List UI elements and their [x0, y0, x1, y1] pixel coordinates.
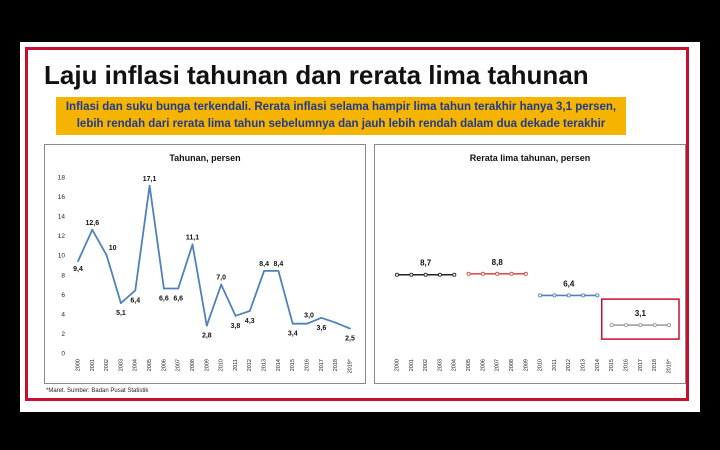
y-tick-label: 8 [61, 272, 65, 280]
average-point [438, 273, 441, 276]
x-tick-label: 2009 [204, 359, 211, 372]
x-tick-label: 2012 [566, 359, 573, 372]
average-label: 8,7 [420, 258, 432, 268]
x-tick-label: 2019* [666, 359, 673, 374]
average-point [510, 272, 513, 275]
x-tick-label: 2005 [466, 359, 473, 372]
x-tick-label: 2014 [594, 359, 601, 372]
average-point [596, 294, 599, 297]
average-point [582, 294, 585, 297]
y-tick-label: 16 [57, 194, 65, 202]
x-tick-label: 2002 [104, 359, 111, 372]
x-tick-label: 2003 [437, 359, 444, 372]
five-year-average-chart [375, 145, 685, 383]
data-point [163, 288, 165, 290]
summary-banner [56, 97, 626, 135]
x-tick-label: 2018 [652, 359, 659, 372]
x-tick-label: 2007 [175, 359, 182, 372]
y-tick-label: 18 [57, 174, 65, 182]
y-tick-label: 0 [61, 350, 65, 358]
x-tick-label: 2001 [408, 359, 415, 372]
data-label: 17,1 [142, 175, 157, 183]
annual-inflation-chart [45, 145, 365, 383]
x-tick-label: 2015 [609, 359, 616, 372]
data-point [134, 290, 136, 292]
annual-inflation-panel [44, 144, 366, 384]
y-tick-label: 10 [57, 252, 65, 260]
data-label: 3,4 [287, 330, 298, 338]
data-label: 11,1 [185, 234, 200, 242]
average-point [395, 273, 398, 276]
data-point [263, 270, 265, 272]
page-title: Laju inflasi tahunan dan rerata lima tahunan [44, 60, 589, 90]
data-point [206, 325, 208, 327]
y-tick-label: 2 [61, 330, 65, 338]
data-label: 12,6 [85, 219, 100, 227]
average-point [539, 294, 542, 297]
average-point [624, 324, 627, 327]
average-point [653, 324, 656, 327]
data-label: 4,3 [244, 317, 255, 325]
x-tick-label: 2008 [189, 359, 196, 372]
data-point [235, 315, 237, 317]
data-point [249, 310, 251, 312]
x-tick-label: 2006 [161, 359, 168, 372]
average-point [453, 273, 456, 276]
data-label: 2,8 [201, 332, 212, 340]
data-point [91, 229, 93, 231]
data-point [106, 254, 108, 256]
average-label: 3,1 [634, 309, 646, 319]
data-label: 7,0 [216, 274, 227, 282]
average-point [639, 324, 642, 327]
x-tick-label: 2011 [232, 359, 239, 371]
x-tick-label: 2006 [480, 359, 487, 372]
data-point [320, 317, 322, 319]
data-label: 3,0 [304, 312, 314, 320]
average-point [467, 272, 470, 275]
x-tick-label: 2007 [494, 359, 501, 372]
data-point [292, 323, 294, 325]
data-label: 2,5 [345, 335, 355, 343]
x-tick-label: 2017 [318, 359, 325, 372]
x-tick-label: 2001 [89, 359, 96, 372]
data-point [149, 185, 151, 187]
highlight-box [602, 299, 679, 339]
source-note: *Maret. Sumber: Badan Pusat Statistik [46, 388, 149, 394]
y-tick-label: 14 [57, 213, 65, 221]
y-tick-label: 6 [61, 291, 65, 299]
x-tick-label: 2000 [75, 359, 82, 372]
data-point [77, 260, 79, 262]
x-tick-label: 2016 [304, 359, 311, 372]
x-tick-label: 2004 [451, 359, 458, 372]
data-point [177, 288, 179, 290]
data-point [349, 328, 351, 330]
x-tick-label: 2010 [218, 359, 225, 372]
average-label: 6,4 [563, 279, 575, 289]
x-tick-label: 2000 [394, 359, 401, 372]
data-label: 6,6 [173, 295, 184, 303]
average-point [553, 294, 556, 297]
x-tick-label: 2009 [523, 359, 530, 372]
data-label: 3,6 [316, 324, 327, 332]
data-label: 9,4 [73, 266, 83, 274]
x-tick-label: 2013 [580, 359, 587, 372]
data-label: 3,8 [230, 322, 241, 330]
x-tick-label: 2008 [508, 359, 515, 372]
data-point [120, 302, 122, 304]
x-tick-label: 2016 [623, 359, 630, 372]
average-point [496, 272, 499, 275]
five-year-average-panel [374, 144, 686, 384]
average-point [610, 324, 613, 327]
series-line [78, 186, 350, 329]
x-tick-label: 2004 [132, 359, 139, 372]
x-tick-label: 2014 [275, 359, 282, 372]
x-tick-label: 2003 [118, 359, 125, 372]
x-tick-label: 2018 [333, 359, 340, 372]
chart-title: Tahunan, persen [169, 153, 241, 163]
average-label: 8,8 [491, 257, 503, 267]
data-label: 5,1 [116, 310, 126, 318]
x-tick-label: 2013 [261, 359, 268, 372]
data-point [192, 244, 194, 246]
x-tick-label: 2010 [537, 359, 544, 372]
y-tick-label: 12 [57, 233, 65, 241]
banner-line-1: Inflasi dan suku bunga terkendali. Rerata inflasi selama hampir lima tahun terakhir hanya 3,1 persen, [65, 101, 617, 113]
data-label: 8,4 [273, 260, 284, 268]
data-label: 6,6 [159, 295, 169, 303]
data-point [220, 284, 222, 286]
data-label: 8,4 [259, 260, 269, 268]
x-tick-label: 2015 [290, 359, 297, 372]
x-tick-label: 2019* [347, 359, 354, 374]
y-tick-label: 4 [61, 311, 65, 319]
average-point [481, 272, 484, 275]
x-tick-label: 2005 [147, 359, 154, 372]
data-point [335, 322, 337, 324]
average-point [424, 273, 427, 276]
average-point [667, 324, 670, 327]
data-point [306, 323, 308, 325]
banner-line-2: lebih rendah dari rerata lima tahun sebelumnya dan jauh lebih rendah dalam dua dekade terakhir [76, 118, 606, 130]
data-point [278, 270, 280, 272]
x-tick-label: 2017 [637, 359, 644, 372]
data-label: 10 [108, 245, 117, 253]
average-point [410, 273, 413, 276]
average-point [524, 272, 527, 275]
x-tick-label: 2002 [423, 359, 430, 372]
chart-title: Rerata lima tahunan, persen [469, 153, 591, 163]
x-tick-label: 2012 [247, 359, 254, 372]
data-label: 6,4 [130, 297, 141, 305]
x-tick-label: 2011 [551, 359, 558, 371]
average-point [567, 294, 570, 297]
